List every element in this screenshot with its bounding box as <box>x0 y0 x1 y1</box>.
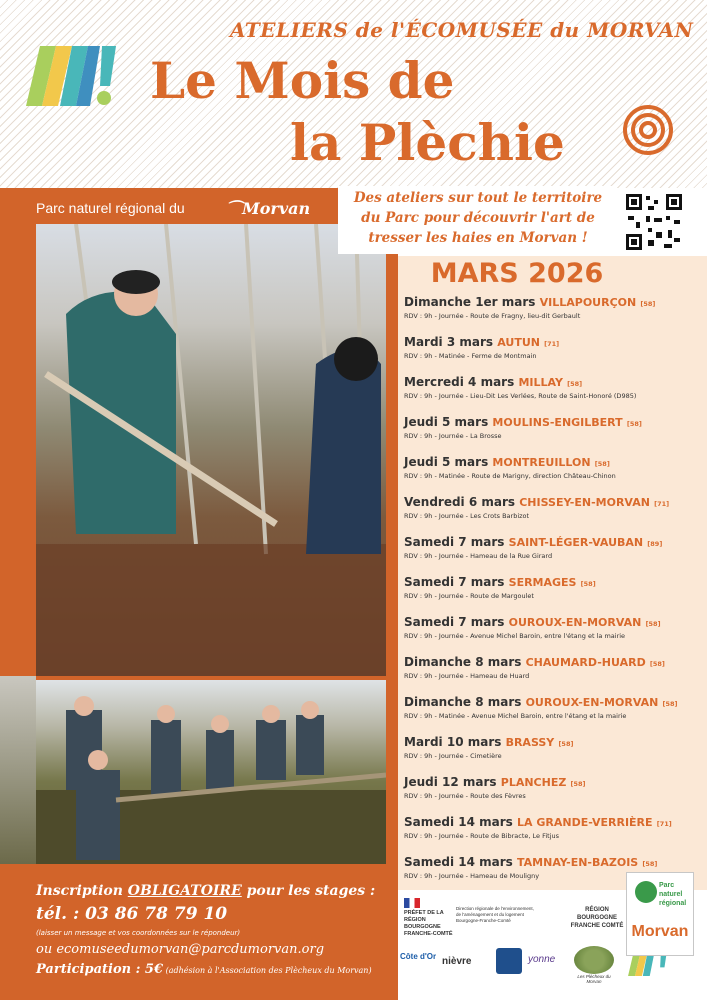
event-department: [58] <box>626 420 642 428</box>
event-item <box>404 494 704 521</box>
event-department: [58] <box>645 620 661 628</box>
event-day: Samedi 14 mars <box>404 855 513 869</box>
event-rdv: RDV : 9h - Journée - Hameau de Huard <box>404 672 530 680</box>
event-heading <box>404 734 704 752</box>
event-department: [71] <box>654 500 670 508</box>
marianne-icon <box>404 898 420 908</box>
dreal-text: Direction régionale de l'environnement, de l'aménagement et du logement Bourgogne-Franche-Comté <box>456 906 534 923</box>
event-rdv: RDV : 9h - Journée - Hameau de la Rue Girard <box>404 552 553 560</box>
event-day: Jeudi 5 mars <box>404 455 489 469</box>
event-item <box>404 574 704 601</box>
event-place: OUROUX-EN-MORVAN <box>525 696 659 709</box>
event-department: [58] <box>594 460 610 468</box>
parc-badge-name: Morvan <box>631 923 689 940</box>
event-day: Mardi 10 mars <box>404 735 502 749</box>
event-rdv: RDV : 9h - Journée - Route de Margoulet <box>404 592 534 600</box>
event-day: Jeudi 5 mars <box>404 415 489 429</box>
event-day: Dimanche 8 mars <box>404 655 522 669</box>
event-heading <box>404 654 704 672</box>
photo-edge-strip <box>0 676 36 864</box>
plecheux-emblem-icon <box>574 946 614 974</box>
event-heading <box>404 414 704 432</box>
event-item <box>404 334 704 361</box>
event-rdv: RDV : 9h - Journée - Cimetière <box>404 752 502 760</box>
event-department: [58] <box>662 700 678 708</box>
morvan-brand-text: Morvan <box>242 199 311 218</box>
event-heading <box>404 694 704 712</box>
phone-note: (laisser un message et vos coordonnées sur le répondeur) <box>36 929 241 937</box>
parc-badge-top: Parc naturel régional <box>659 882 687 907</box>
event-department: [58] <box>558 740 574 748</box>
plecheux-text: Les Plècheux du Morvan <box>577 974 611 984</box>
event-day: Dimanche 1er mars <box>404 295 536 309</box>
event-department: [58] <box>570 780 586 788</box>
event-place: VILLAPOURÇON <box>539 296 637 309</box>
event-item <box>404 454 704 481</box>
event-day: Samedi 7 mars <box>404 575 505 589</box>
participation-amount: Participation : 5€ <box>36 962 164 977</box>
qr-code-icon[interactable] <box>624 192 684 252</box>
event-heading <box>404 454 704 472</box>
event-place: CHISSEY-EN-MORVAN <box>519 496 650 509</box>
event-rdv: RDV : 9h - Journée - Hameau de Mouligny <box>404 872 540 880</box>
event-heading <box>404 774 704 792</box>
event-place: MOULINS-ENGILBERT <box>492 416 623 429</box>
plecheux-logo <box>570 946 618 984</box>
event-rdv: RDV : 9h - Journée - La Brosse <box>404 432 502 440</box>
nievre-logo: nièvre <box>442 956 472 967</box>
event-heading <box>404 854 704 872</box>
title-line-2: la Plèchie <box>290 113 565 172</box>
event-place: TAMNAY-EN-BAZOIS <box>517 856 639 869</box>
event-item <box>404 654 704 681</box>
event-department: [71] <box>656 820 672 828</box>
participation-fee <box>36 962 372 977</box>
event-heading <box>404 574 704 592</box>
event-rdv: RDV : 9h - Journée - Route des Fèvres <box>404 792 526 800</box>
parc-morvan-badge <box>626 872 694 956</box>
event-item <box>404 734 704 761</box>
morvan-mountain-icon: ⌒ <box>226 199 243 218</box>
event-heading <box>404 494 704 512</box>
event-day: Samedi 7 mars <box>404 535 505 549</box>
event-heading <box>404 334 704 352</box>
inscription-suffix: pour les stages : <box>241 883 376 899</box>
event-item <box>404 414 704 441</box>
event-day: Samedi 7 mars <box>404 615 505 629</box>
event-item <box>404 774 704 801</box>
event-place: MONTREUILLON <box>492 456 591 469</box>
event-department: [58] <box>567 380 583 388</box>
event-item <box>404 294 704 321</box>
event-place: SAINT-LÉGER-VAUBAN <box>508 536 644 549</box>
event-rdv: RDV : 9h - Journée - Les Crots Barbizot <box>404 512 530 520</box>
prefet-logo <box>404 898 456 938</box>
horse-emblem-icon <box>635 881 657 903</box>
header-banner <box>0 0 707 188</box>
inscription-emphasis: OBLIGATOIRE <box>127 883 242 899</box>
cotedor-logo: Côte d'Or <box>400 952 437 961</box>
event-item <box>404 614 704 641</box>
event-item <box>404 814 704 841</box>
kicker-text: ATELIERS de l'ÉCOMUSÉE du MORVAN <box>230 18 694 42</box>
phone-number[interactable]: tél. : 03 86 78 79 10 <box>36 904 228 924</box>
region-logo: RÉGION BOURGOGNE FRANCHE COMTÉ <box>570 907 624 929</box>
event-heading <box>404 614 704 632</box>
photo-hedge-illustration <box>36 224 386 676</box>
event-department: [89] <box>647 540 663 548</box>
event-day: Mardi 3 mars <box>404 335 494 349</box>
participation-note: (adhésion à l'Association des Plècheux du Morvan) <box>163 966 372 975</box>
event-heading <box>404 374 704 392</box>
event-place: LA GRANDE-VERRIÈRE <box>517 816 653 829</box>
event-item <box>404 534 704 561</box>
event-rdv: RDV : 9h - Journée - Route de Bibracte, Le Fitjus <box>404 832 560 840</box>
event-heading <box>404 534 704 552</box>
event-rdv: RDV : 9h - Matinée - Ferme de Montmain <box>404 352 537 360</box>
email-link[interactable]: ou ecomuseedumorvan@parcdumorvan.org <box>36 942 325 957</box>
parc-label: Parc naturel régional du <box>36 200 185 216</box>
event-item <box>404 694 704 721</box>
inscription-prefix: Inscription <box>36 883 128 899</box>
photo-hedge-laying-pair <box>36 224 386 676</box>
event-rdv: RDV : 9h - Matinée - Avenue Michel Baroin, entre l'étang et la mairie <box>404 712 627 720</box>
photo-group-workshop <box>36 680 386 864</box>
event-department: [58] <box>642 860 658 868</box>
event-place: AUTUN <box>497 336 540 349</box>
event-heading <box>404 294 704 312</box>
month-title: MARS 2026 <box>430 258 604 289</box>
event-rdv: RDV : 9h - Journée - Avenue Michel Baroin, entre l'étang et la mairie <box>404 632 626 640</box>
event-place: BRASSY <box>505 736 555 749</box>
ecomusee-logo-icon <box>26 46 118 106</box>
prefet-text: PRÉFET DE LA RÉGION BOURGOGNE FRANCHE-COMTÉ <box>404 910 453 937</box>
event-department: [58] <box>649 660 665 668</box>
event-heading <box>404 814 704 832</box>
event-department: [58] <box>580 580 596 588</box>
event-place: CHAUMARD-HUARD <box>525 656 646 669</box>
event-rdv: RDV : 9h - Matinée - Route de Marigny, direction Château-Chinon <box>404 472 616 480</box>
event-department: [71] <box>544 340 560 348</box>
event-rdv: RDV : 9h - Journée - Route de Fragny, lieu-dit Gerbault <box>404 312 581 320</box>
event-place: SERMAGES <box>508 576 577 589</box>
event-day: Vendredi 6 mars <box>404 495 516 509</box>
yonne-logo: yonne <box>528 954 556 965</box>
event-department: [58] <box>640 300 656 308</box>
subtitle-text: Des ateliers sur tout le territoire du Parc pour découvrir l'art de tresser les haies en Morvan ! <box>353 190 603 246</box>
event-place: PLANCHEZ <box>500 776 567 789</box>
event-rdv: RDV : 9h - Journée - Lieu-Dit Les Verlées, Route de Saint-Honoré (D985) <box>404 392 637 400</box>
inscription-heading <box>36 883 375 899</box>
event-day: Samedi 14 mars <box>404 815 513 829</box>
spiral-target-icon <box>622 104 674 156</box>
event-place: MILLAY <box>518 376 563 389</box>
title-line-1: Le Mois de <box>150 51 455 110</box>
event-place: OUROUX-EN-MORVAN <box>508 616 642 629</box>
event-day: Dimanche 8 mars <box>404 695 522 709</box>
morvan-brand <box>226 196 310 219</box>
event-day: Jeudi 12 mars <box>404 775 497 789</box>
event-day: Mercredi 4 mars <box>404 375 515 389</box>
photo-group-illustration <box>36 680 386 864</box>
saone-loire-logo-icon <box>496 948 522 974</box>
event-item <box>404 374 704 401</box>
